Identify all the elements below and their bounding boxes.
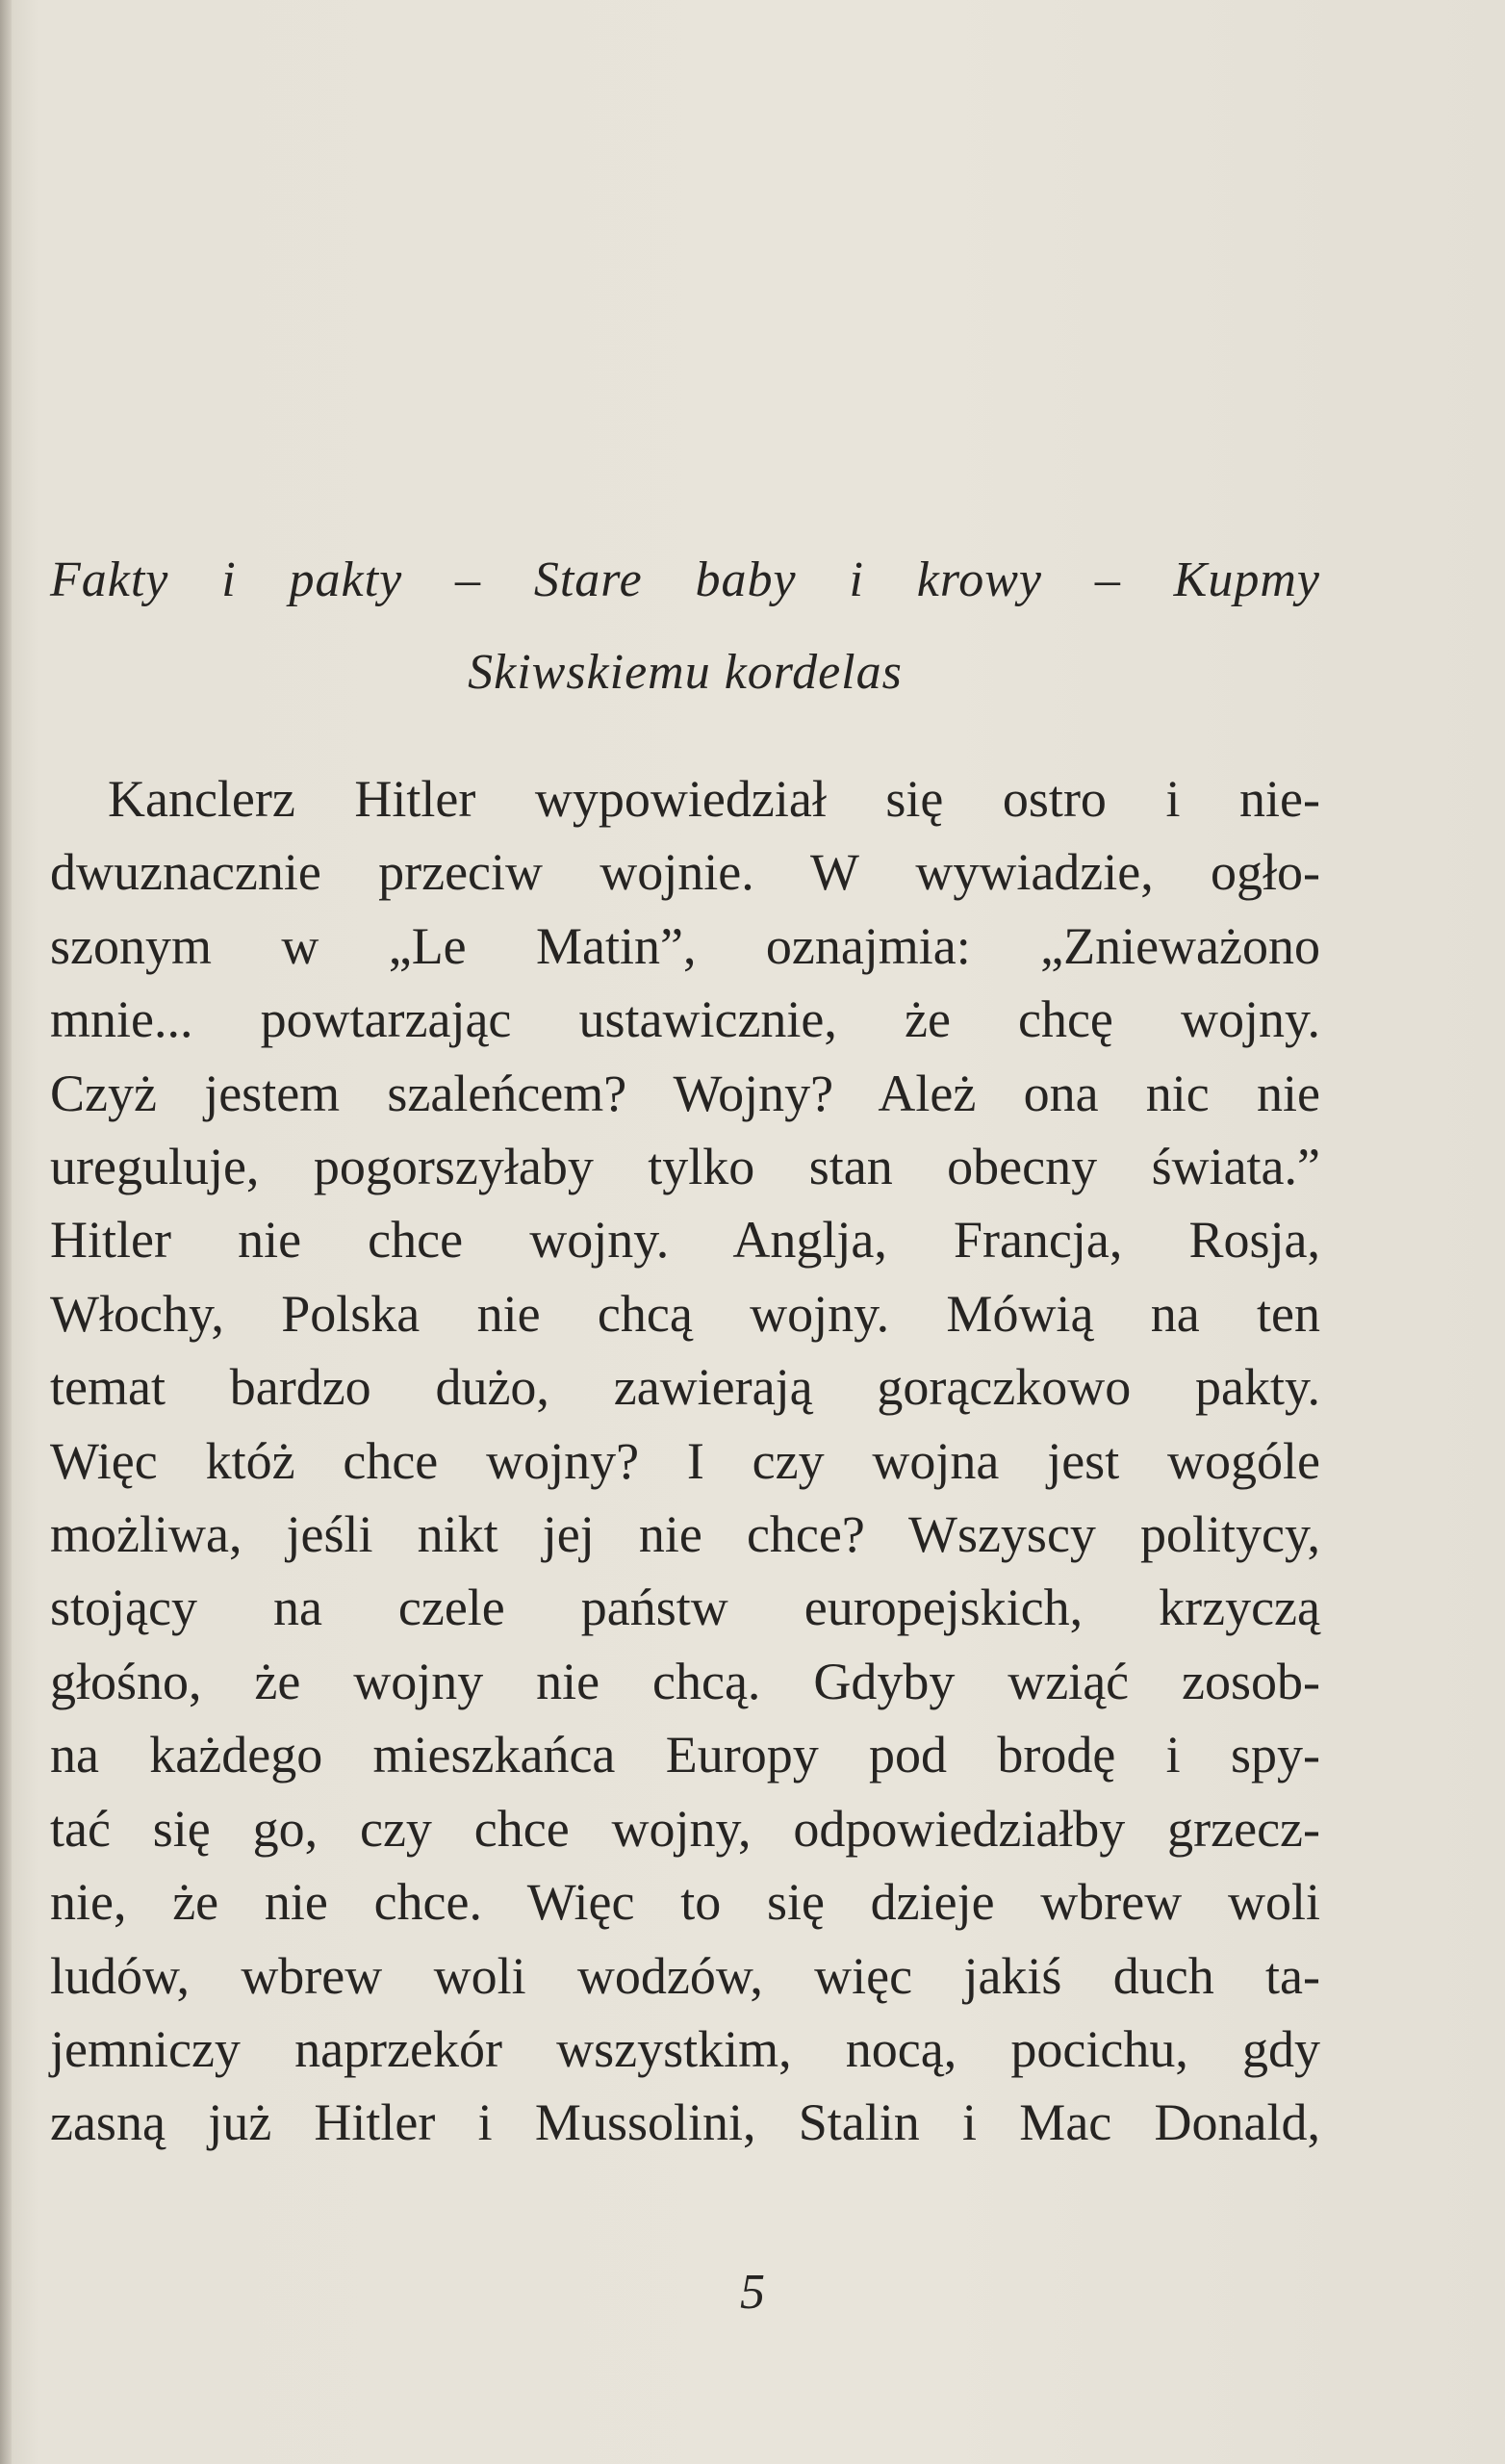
text-line: głośno, że wojny nie chcą. Gdyby wziąć zosob- [50,1652,1320,1710]
text-line: mnie... powtarzając ustawicznie, że chcę wojny. [50,990,1320,1049]
text-line: dwuznacznie przeciw wojnie. W wywiadzie, ogło- [50,843,1320,902]
text-line: ludów, wbrew woli wodzów, więc jakiś duch ta- [50,1946,1320,2005]
chapter-heading-line-1: Fakty i pakty – Stare baby i krowy – Kupmy [50,552,1320,607]
text-line: stojący na czele państw europejskich, krzyczą [50,1578,1320,1637]
text-line: Hitler nie chce wojny. Anglja, Francja, Rosja, [50,1211,1320,1270]
text-line: szonym w „Le Matin”, oznajmia: „Znieważono [50,916,1320,975]
text-line: na każdego mieszkańca Europy pod brodę i spy- [50,1726,1320,1784]
text-line: temat bardzo dużo, zawierają gorączkowo pakty. [50,1358,1320,1417]
spine-shadow [0,0,12,2464]
text-line: Kanclerz Hitler wypowiedział się ostro i nie- [108,770,1320,828]
text-line: możliwa, jeśli nikt jej nie chce? Wszyscy politycy, [50,1505,1320,1564]
text-line: zasną już Hitler i Mussolini, Stalin i Mac Donald, [50,2093,1320,2152]
text-line: nie, że nie chce. Więc to się dzieje wbrew woli [50,1873,1320,1932]
body-paragraph [50,762,1320,2160]
text-line: ureguluje, pogorszyłaby tylko stan obecny świata.” [50,1138,1320,1196]
page-number: 5 [740,2265,765,2320]
text-line: Więc któż chce wojny? I czy wojna jest wogóle [50,1431,1320,1490]
text-line: Włochy, Polska nie chcą wojny. Mówią na ten [50,1284,1320,1343]
chapter-heading-line-2: Skiwskiemu kordelas [468,645,903,700]
text-line: jemniczy naprzekór wszystkim, nocą, pocichu, gdy [50,2019,1320,2078]
text-line: Czyż jestem szaleńcem? Wojny? Ależ ona nic nie [50,1064,1320,1122]
text-line: tać się go, czy chce wojny, odpowiedziałby grzecz- [50,1799,1320,1858]
chapter-heading [50,534,1320,719]
